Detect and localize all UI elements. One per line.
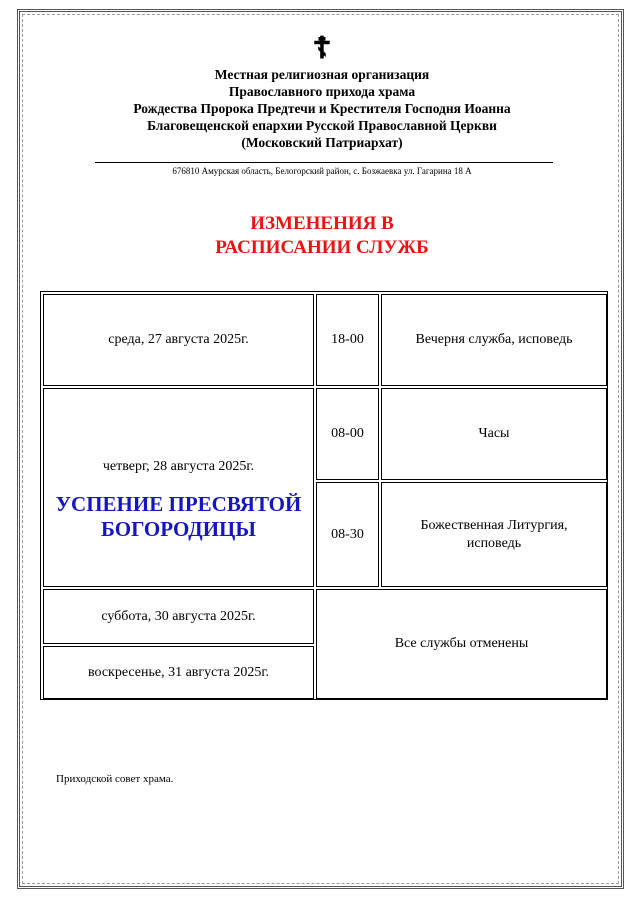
organization-header <box>0 66 644 151</box>
date-cell <box>43 646 314 699</box>
org-line: Благовещенской епархии Русской Православной Церкви <box>147 118 497 133</box>
time-text: 18-00 <box>331 332 364 347</box>
schedule-table <box>40 291 608 700</box>
time-cell <box>316 294 379 386</box>
date-cell <box>43 589 314 644</box>
org-line: Местная религиозная организация <box>214 67 430 82</box>
signature: Приходской совет храма. <box>56 773 174 785</box>
date-text: среда, 27 августа 2025г. <box>108 332 249 347</box>
service-text: Вечерня служба, исповедь <box>415 332 573 347</box>
feast-date-cell <box>43 388 314 587</box>
time-text: 08-30 <box>331 526 364 542</box>
page-title <box>0 212 644 260</box>
date-text: суббота, 30 августа 2025г. <box>101 608 256 624</box>
date-cell <box>43 294 314 386</box>
service-cell <box>381 294 607 386</box>
cancelled-cell <box>316 589 607 699</box>
time-text: 08-00 <box>331 426 364 441</box>
date-text: воскресенье, 31 августа 2025г. <box>87 664 270 680</box>
header-divider <box>95 162 553 163</box>
date-text: четверг, 28 августа 2025г. <box>102 458 255 474</box>
service-text: Часы <box>478 426 510 441</box>
org-line: Рождества Пророка Предтечи и Крестителя Господня Иоанна <box>133 101 511 116</box>
address: 676810 Амурская область, Белогорский район, с. Бозжаевка ул. Гагарина 18 А <box>172 166 472 176</box>
service-text: Божественная Литургия, исповедь <box>420 517 568 551</box>
feast-title: УСПЕНИЕ ПРЕСВЯТОЙ БОГОРОДИЦЫ <box>55 491 302 541</box>
service-cell <box>381 388 607 480</box>
org-line: Православного прихода храма <box>228 84 416 99</box>
title-line: РАСПИСАНИИ СЛУЖБ <box>215 237 429 258</box>
cancelled-text: Все службы отменены <box>394 636 529 651</box>
time-cell <box>316 482 379 587</box>
orthodox-cross-icon: ☦ <box>312 32 332 65</box>
time-cell <box>316 388 379 480</box>
service-cell <box>381 482 607 587</box>
title-line: ИЗМЕНЕНИЯ В <box>250 213 394 234</box>
org-line: (Московский Патриархат) <box>241 135 403 150</box>
